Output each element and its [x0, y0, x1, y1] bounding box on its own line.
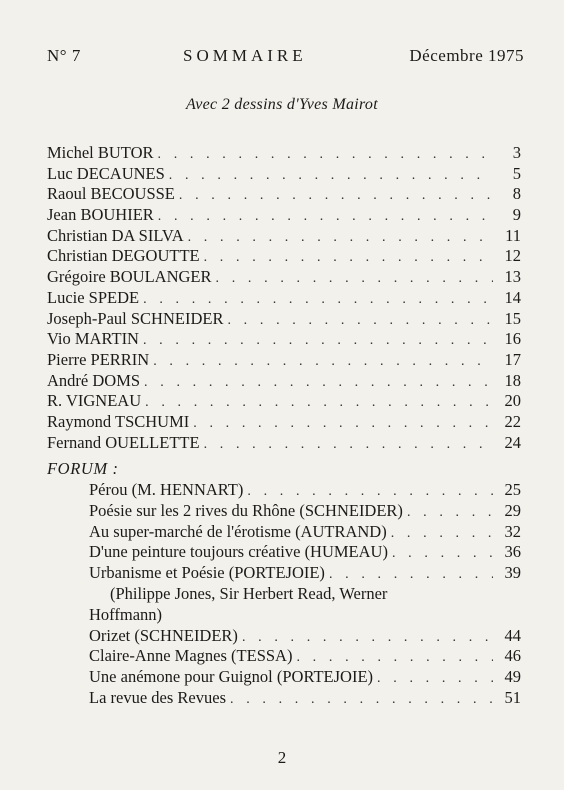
entry-page: 12	[504, 246, 521, 266]
leader-dots	[407, 503, 493, 524]
entry-name: Pierre PERRIN	[47, 349, 150, 369]
leader-dots	[204, 248, 493, 269]
list-item	[47, 288, 521, 309]
list-item	[47, 433, 521, 454]
list-item	[47, 412, 521, 433]
list-item	[89, 646, 521, 667]
entry-name: Raoul BECOUSSE	[47, 184, 175, 204]
leader-dots	[242, 628, 493, 649]
contributors-list	[47, 143, 521, 453]
leader-dots	[227, 311, 493, 332]
list-item	[47, 226, 521, 247]
entry-page: 51	[504, 687, 521, 707]
list-item	[47, 391, 521, 412]
forum-heading: FORUM :	[47, 459, 119, 478]
leader-dots	[179, 186, 493, 207]
list-item	[47, 329, 521, 350]
entry-page: 8	[512, 184, 521, 204]
entry-page: 39	[504, 563, 521, 583]
entry-page: 17	[504, 349, 521, 369]
list-item	[89, 626, 521, 647]
entry-name: André DOMS	[47, 370, 141, 390]
leader-dots	[329, 565, 493, 586]
entry-name: Luc DECAUNES	[47, 163, 165, 183]
entry-name: Vio MARTIN	[47, 329, 139, 349]
entry-name: Urbanisme et Poésie (PORTEJOIE)	[89, 563, 325, 583]
leader-dots	[158, 145, 494, 166]
list-item	[47, 371, 521, 392]
leader-dots	[143, 331, 493, 352]
entry-name: Christian DA SILVA	[47, 225, 184, 245]
entry-page: 32	[504, 521, 521, 541]
entry-name: Lucie SPEDE	[47, 287, 140, 307]
leader-dots	[216, 269, 493, 290]
entry-page: 46	[504, 646, 521, 666]
entry-page: 44	[504, 625, 521, 645]
subtitle: Avec 2 dessins d'Yves Mairot	[186, 96, 378, 113]
leader-dots	[188, 228, 493, 249]
forum-list	[89, 480, 521, 709]
page-title: SOMMAIRE	[183, 46, 307, 65]
list-item	[47, 164, 521, 185]
list-item	[47, 309, 521, 330]
leader-dots	[169, 166, 493, 187]
list-item	[47, 184, 521, 205]
entry-name: Jean BOUHIER	[47, 205, 154, 225]
leader-dots	[296, 648, 493, 669]
entry-page: 20	[504, 391, 521, 411]
entry-page: 15	[504, 308, 521, 328]
entry-name: Raymond TSCHUMI	[47, 411, 190, 431]
entry-name: Christian DEGOUTTE	[47, 246, 200, 266]
list-item	[89, 563, 521, 584]
entry-page: 13	[504, 267, 521, 287]
entry-page: 11	[505, 225, 521, 245]
entry-page: 3	[512, 143, 521, 162]
leader-dots	[377, 669, 493, 690]
leader-dots	[158, 207, 493, 228]
leader-dots	[145, 393, 493, 414]
list-item	[47, 205, 521, 226]
list-item	[89, 522, 521, 543]
leader-dots	[230, 690, 493, 711]
list-item	[47, 267, 521, 288]
entry-name: Orizet (SCHNEIDER)	[89, 625, 238, 645]
entry-page: 22	[504, 411, 521, 431]
entry-name: Grégoire BOULANGER	[47, 267, 212, 287]
entry-page: 49	[504, 667, 521, 687]
issue-date: Décembre 1975	[409, 46, 524, 65]
entry-name: Une anémone pour Guignol (PORTEJOIE)	[89, 667, 374, 687]
entry-page: 29	[504, 500, 521, 520]
list-item	[89, 480, 521, 501]
leader-dots	[153, 352, 493, 373]
list-item	[89, 542, 521, 563]
issue-number: N° 7	[47, 46, 81, 65]
entry-page: 16	[504, 329, 521, 349]
entry-name: R. VIGNEAU	[47, 391, 142, 411]
entry-name: Claire-Anne Magnes (TESSA)	[89, 646, 293, 666]
entry-page: 25	[504, 480, 521, 499]
entry-name: Poésie sur les 2 rives du Rhône (SCHNEIDER)	[89, 500, 403, 520]
entry-name: D'une peinture toujours créative (HUMEAU)	[89, 542, 388, 562]
entry-page: 9	[512, 205, 521, 225]
leader-dots	[391, 524, 493, 545]
leader-dots	[144, 373, 493, 394]
entry-page: 18	[504, 370, 521, 390]
entry-name: Joseph-Paul SCHNEIDER	[47, 308, 224, 328]
list-item	[47, 143, 521, 164]
list-item	[89, 667, 521, 688]
list-item	[89, 501, 521, 522]
entry-note: Hoffmann)	[89, 604, 163, 624]
entry-name: La revue des Revues	[89, 687, 226, 707]
leader-dots	[392, 544, 493, 565]
entry-name: Au super-marché de l'érotisme (AUTRAND)	[89, 521, 387, 541]
entry-note: (Philippe Jones, Sir Herbert Read, Werner	[110, 583, 388, 603]
entry-page: 5	[512, 163, 521, 183]
entry-page: 24	[504, 432, 521, 452]
entry-page: 36	[504, 542, 521, 562]
entry-page: 14	[504, 287, 521, 307]
entry-name: Pérou (M. HENNART)	[89, 480, 244, 499]
list-item	[47, 246, 521, 267]
list-item	[89, 688, 521, 709]
page-number: 2	[277, 748, 287, 767]
leader-dots	[204, 435, 493, 456]
leader-dots	[193, 414, 493, 435]
entry-name: Fernand OUELLETTE	[47, 432, 200, 452]
leader-dots	[247, 482, 493, 503]
leader-dots	[143, 290, 493, 311]
list-item	[47, 350, 521, 371]
entry-name: Michel BUTOR	[47, 143, 154, 162]
